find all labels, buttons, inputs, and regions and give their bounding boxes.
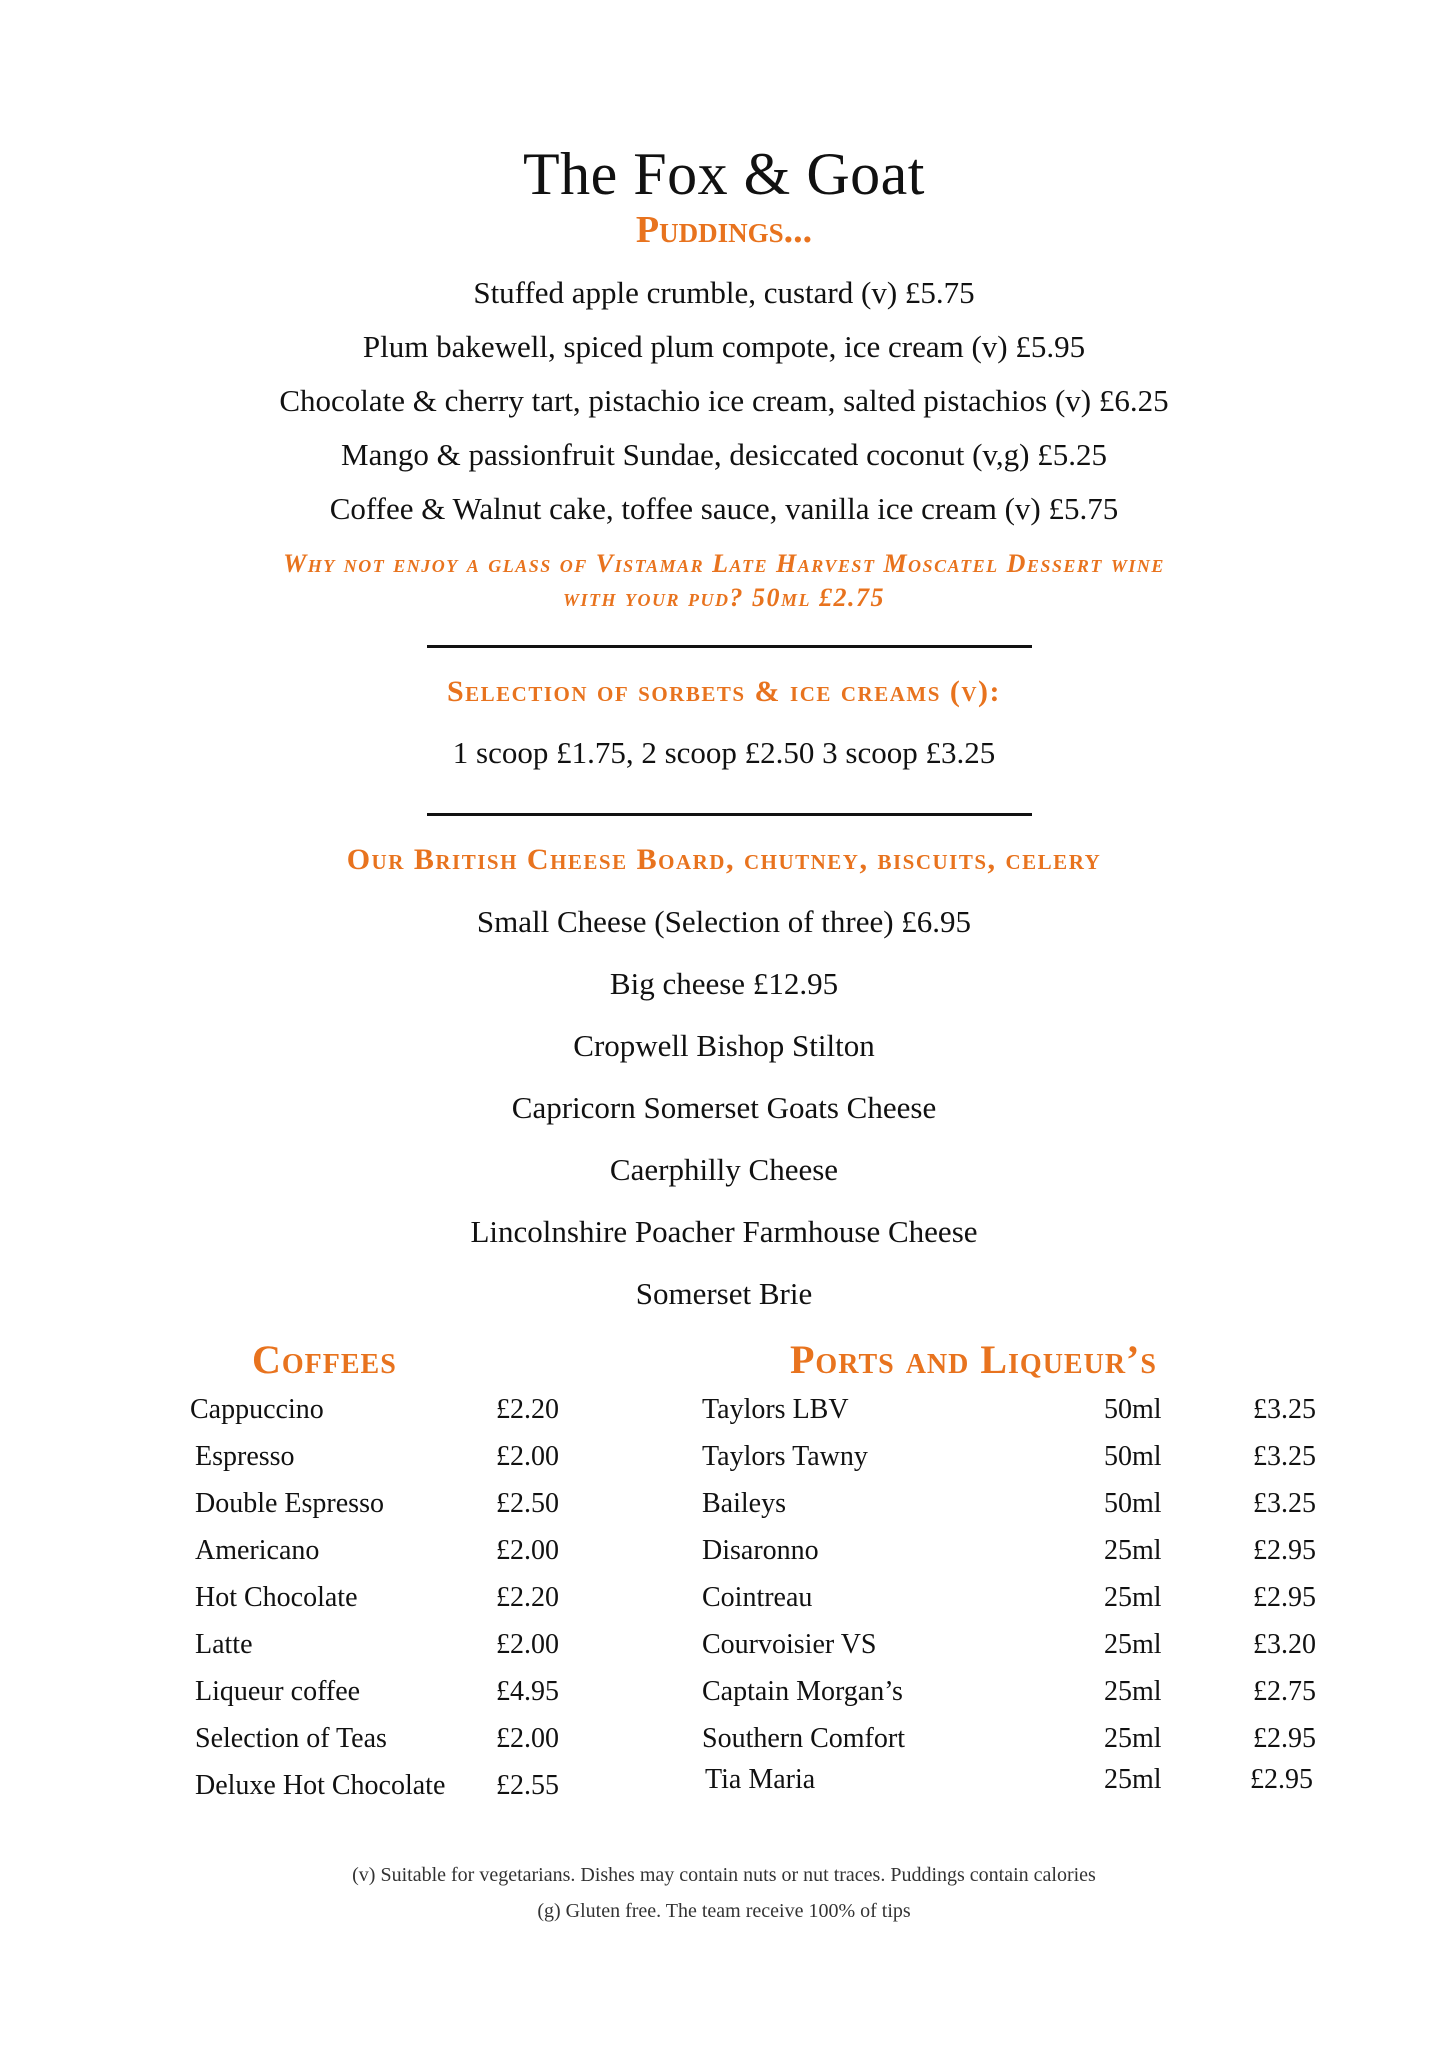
liqueur-size: 25ml xyxy=(1104,1535,1162,1566)
coffee-price: £2.20 xyxy=(496,1582,559,1613)
cheese-item: Somerset Brie xyxy=(635,1276,813,1311)
liqueur-size: 25ml xyxy=(1104,1723,1162,1754)
liqueur-size: 25ml xyxy=(1104,1764,1162,1795)
coffee-price: £2.00 xyxy=(496,1441,559,1472)
section-divider xyxy=(427,645,1032,648)
coffee-name: Liqueur coffee xyxy=(195,1676,361,1707)
liqueur-name: Tia Maria xyxy=(705,1764,816,1795)
coffee-name: Cappuccino xyxy=(190,1394,324,1425)
dietary-note: (v) Suitable for vegetarians. Dishes may contain nuts or nut traces. Puddings contain calories xyxy=(352,1864,1096,1886)
liqueur-name: Baileys xyxy=(702,1488,786,1519)
liqueur-name: Disaronno xyxy=(702,1535,819,1566)
liqueur-size: 25ml xyxy=(1104,1582,1162,1613)
cheese-board-heading: Our British Cheese Board, chutney, biscuits, celery xyxy=(346,843,1102,876)
liqueur-price: £3.20 xyxy=(1253,1629,1316,1660)
coffee-name: Espresso xyxy=(195,1441,295,1472)
liqueur-price: £3.25 xyxy=(1253,1488,1316,1519)
sorbets-heading: Selection of sorbets & ice creams (v): xyxy=(446,675,1002,708)
restaurant-title: The Fox & Goat xyxy=(523,141,925,207)
coffee-name: Hot Chocolate xyxy=(195,1582,358,1613)
liqueur-price: £2.95 xyxy=(1250,1764,1313,1795)
liqueur-name: Cointreau xyxy=(702,1582,813,1613)
liqueur-price: £3.25 xyxy=(1253,1441,1316,1472)
coffee-name: Americano xyxy=(195,1535,320,1566)
coffee-price: £2.00 xyxy=(496,1629,559,1660)
liqueur-size: 50ml xyxy=(1104,1394,1162,1425)
coffee-price: £4.95 xyxy=(496,1676,559,1707)
coffee-price: £2.00 xyxy=(496,1535,559,1566)
coffee-name: Latte xyxy=(195,1629,253,1660)
section-divider xyxy=(427,813,1032,816)
coffee-name: Double Espresso xyxy=(195,1488,384,1519)
liqueur-size: 25ml xyxy=(1104,1629,1162,1660)
coffee-price: £2.00 xyxy=(496,1723,559,1754)
puddings-heading: Puddings... xyxy=(635,209,813,251)
dessert-wine-promo-line-2: with your pud? 50ml £2.75 xyxy=(563,583,885,612)
liqueur-name: Taylors Tawny xyxy=(702,1441,868,1472)
cheese-item: Capricorn Somerset Goats Cheese xyxy=(511,1090,937,1125)
liqueur-size: 50ml xyxy=(1104,1441,1162,1472)
coffee-name: Selection of Teas xyxy=(195,1723,387,1754)
cheese-item: Small Cheese (Selection of three) £6.95 xyxy=(476,904,972,939)
liqueur-name: Southern Comfort xyxy=(702,1723,905,1754)
pudding-item: Stuffed apple crumble, custard (v) £5.75 xyxy=(473,275,975,310)
coffee-price: £2.55 xyxy=(496,1770,559,1801)
liqueur-price: £3.25 xyxy=(1253,1394,1316,1425)
gluten-tips-note: (g) Gluten free. The team receive 100% of tips xyxy=(537,1900,911,1922)
liqueur-size: 25ml xyxy=(1104,1676,1162,1707)
liqueur-price: £2.95 xyxy=(1253,1535,1316,1566)
cheese-item: Lincolnshire Poacher Farmhouse Cheese xyxy=(470,1214,978,1249)
pudding-item: Plum bakewell, spiced plum compote, ice cream (v) £5.95 xyxy=(362,329,1086,364)
liqueur-size: 50ml xyxy=(1104,1488,1162,1519)
coffees-heading: Coffees xyxy=(252,1337,397,1382)
pudding-item: Coffee & Walnut cake, toffee sauce, vanilla ice cream (v) £5.75 xyxy=(329,491,1119,526)
liqueur-name: Captain Morgan’s xyxy=(702,1676,903,1707)
liqueur-name: Taylors LBV xyxy=(702,1394,849,1425)
coffee-price: £2.20 xyxy=(496,1394,559,1425)
sorbet-prices: 1 scoop £1.75, 2 scoop £2.50 3 scoop £3.25 xyxy=(452,735,996,770)
coffee-name: Deluxe Hot Chocolate xyxy=(195,1770,446,1801)
liqueur-price: £2.95 xyxy=(1253,1723,1316,1754)
cheese-item: Caerphilly Cheese xyxy=(609,1152,839,1187)
pudding-item: Chocolate & cherry tart, pistachio ice cream, salted pistachios (v) £6.25 xyxy=(279,383,1169,418)
cheese-item: Big cheese £12.95 xyxy=(609,966,839,1001)
liqueur-price: £2.75 xyxy=(1253,1676,1316,1707)
liqueur-name: Courvoisier VS xyxy=(702,1629,877,1660)
dessert-wine-promo-line-1: Why not enjoy a glass of Vistamar Late Harvest Moscatel Dessert wine xyxy=(283,549,1165,578)
pudding-item: Mango & passionfruit Sundae, desiccated coconut (v,g) £5.25 xyxy=(341,437,1107,472)
cheese-item: Cropwell Bishop Stilton xyxy=(573,1028,875,1063)
liqueur-price: £2.95 xyxy=(1253,1582,1316,1613)
coffee-price: £2.50 xyxy=(496,1488,559,1519)
ports-liqueurs-heading: Ports and Liqueur’s xyxy=(790,1337,1157,1382)
